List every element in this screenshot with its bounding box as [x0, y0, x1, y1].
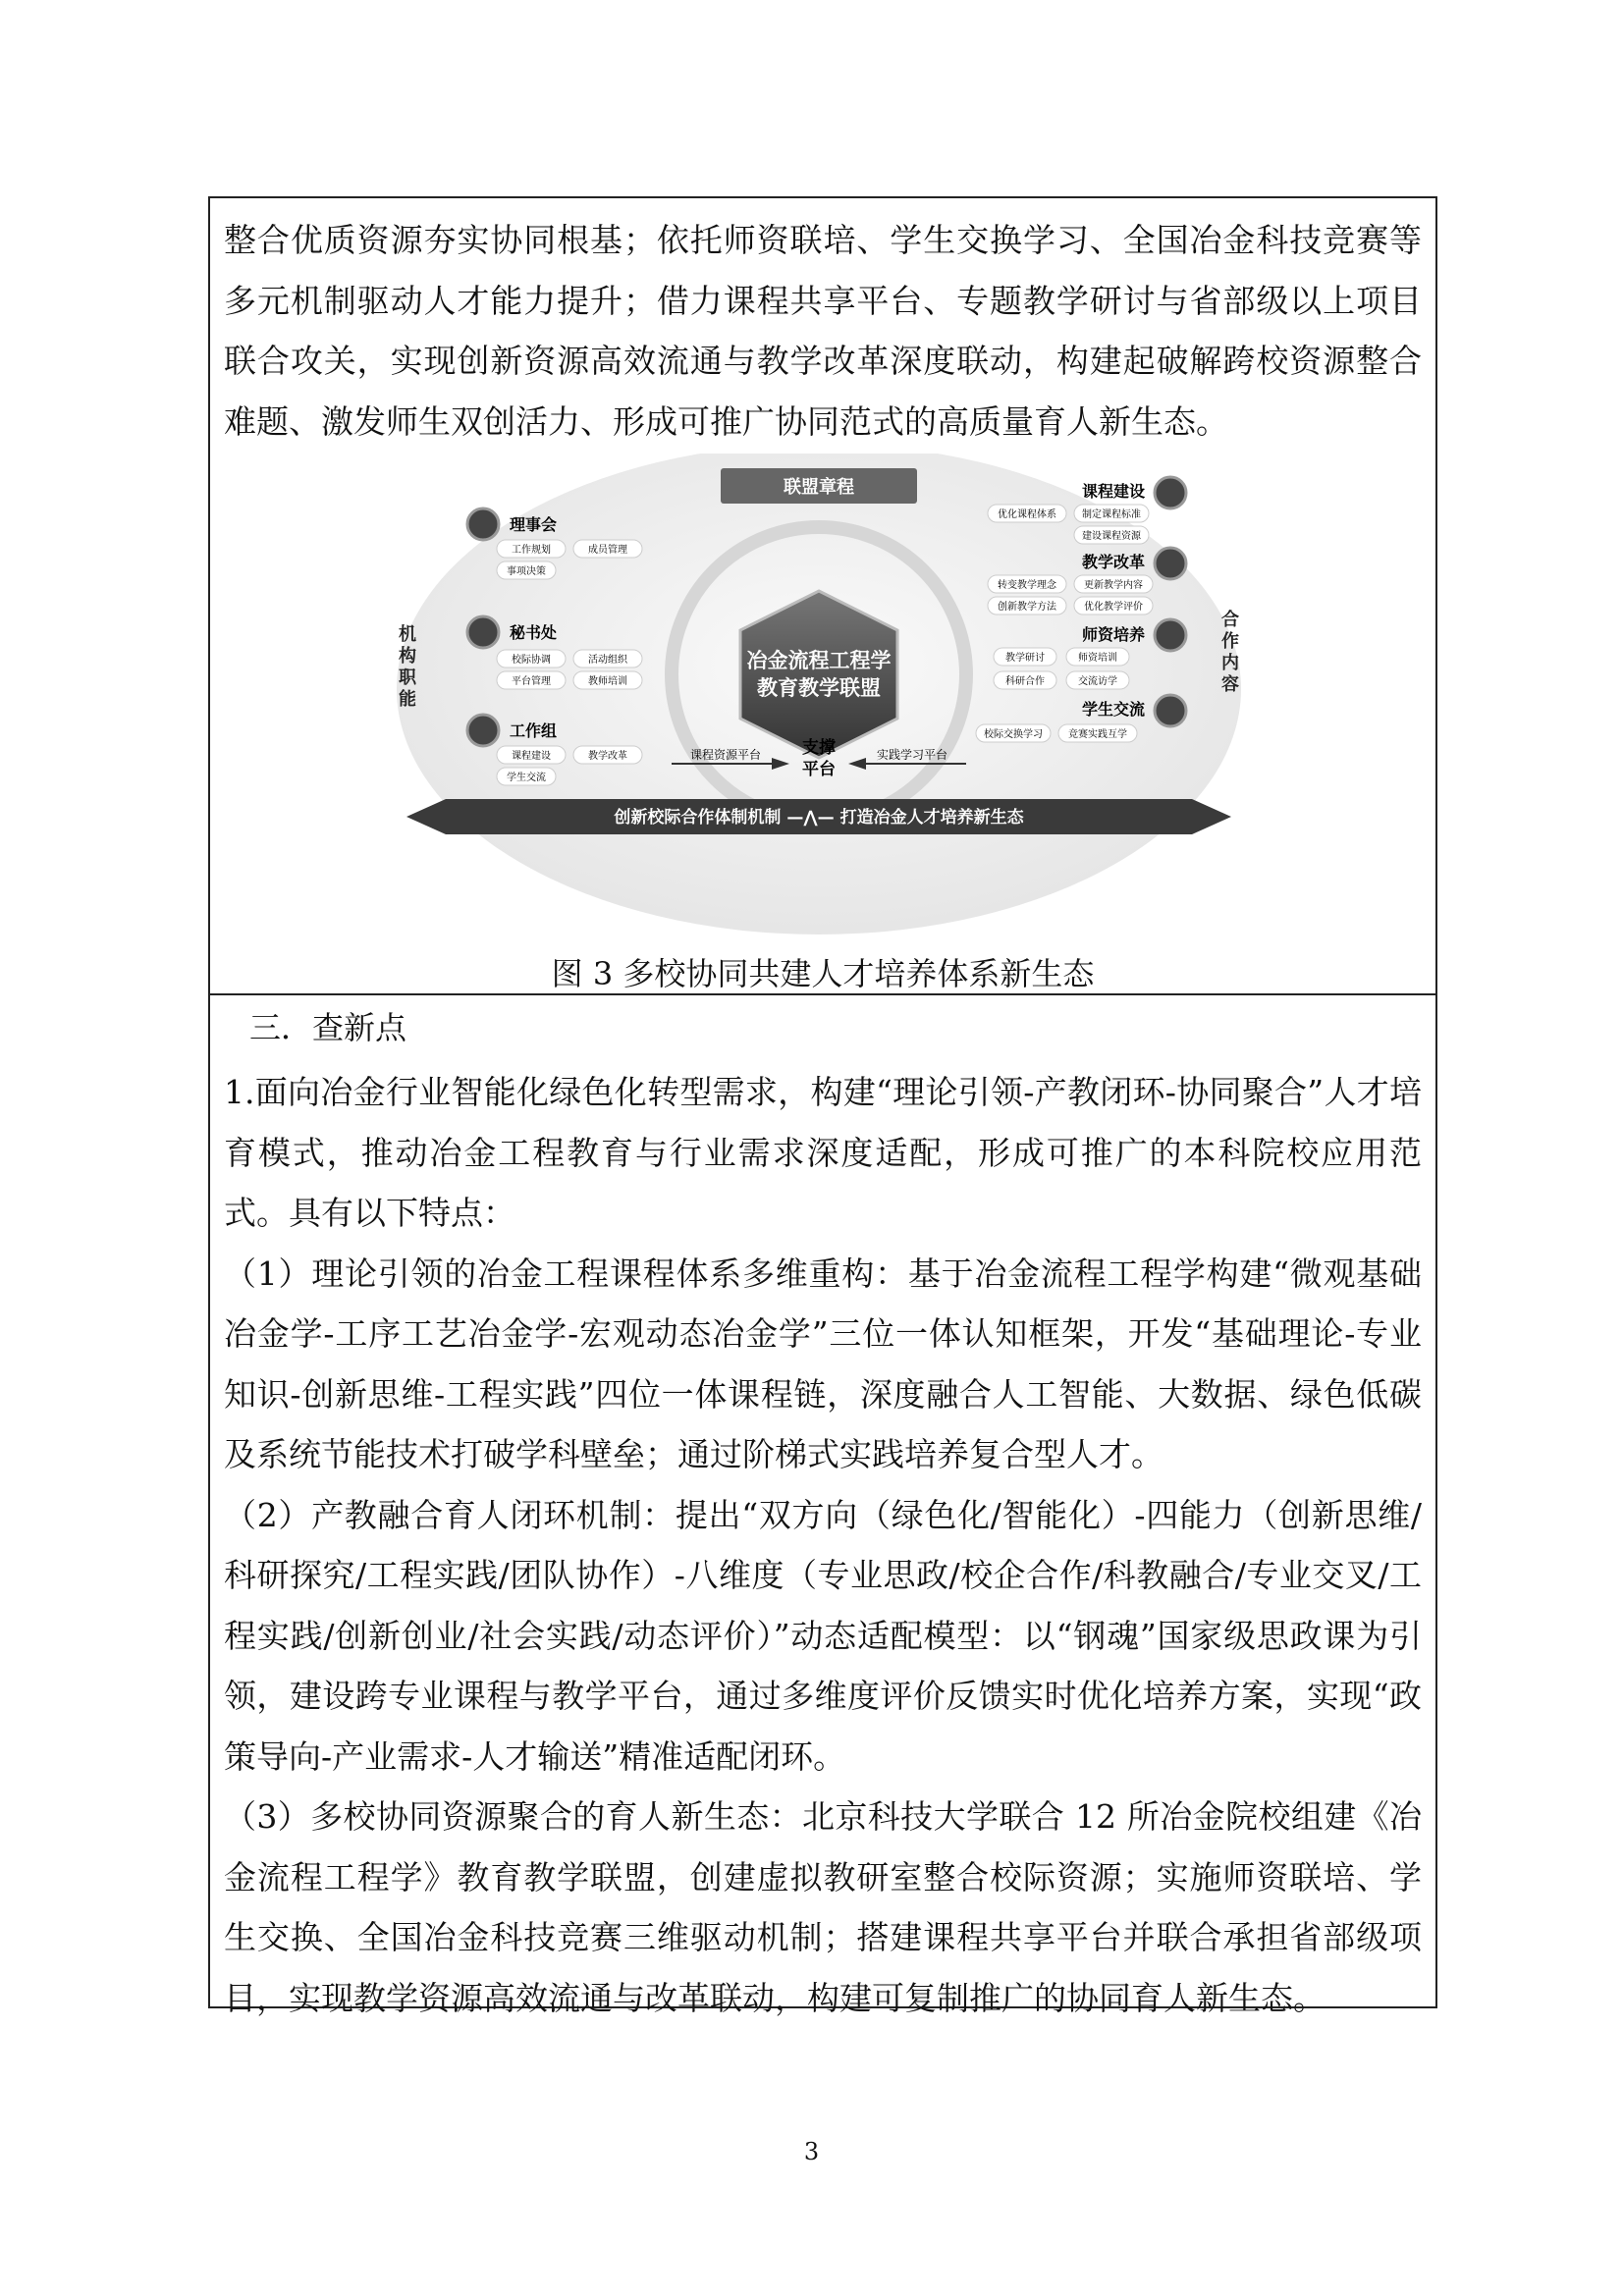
banner-arrow	[406, 799, 1231, 834]
svg-text:工作规划: 工作规划	[512, 545, 551, 556]
svg-text:秘书处: 秘书处	[510, 623, 558, 642]
svg-text:教学改革: 教学改革	[588, 751, 627, 762]
charter-label: 联盟章程	[784, 477, 854, 498]
svg-text:创新教学方法: 创新教学方法	[998, 602, 1056, 613]
center-title-1: 冶金流程工程学	[746, 649, 892, 672]
svg-text:优化课程体系: 优化课程体系	[998, 509, 1056, 520]
secretariat-icon	[467, 616, 499, 648]
page-number: 3	[803, 2138, 820, 2165]
svg-text:合: 合	[1221, 610, 1239, 630]
svg-text:教师培训: 教师培训	[588, 676, 627, 687]
svg-text:活动组织: 活动组织	[588, 655, 627, 666]
section-heading: 三．查新点	[249, 1009, 407, 1046]
paragraph-point-3: （3）多校协同资源聚合的育人新生态：北京科技大学联合 12 所冶金院校组建《冶金流程工程学》教育教学联盟，创建虚拟教研室整合校际资源；实施师资联培、学生交换、全国冶金科技竞赛三维驱动机制；搭建课程共享平台并联合承担省部级项目，实现教学资源高效流通与改革联动，构建可复制推广的协同育人新生态。	[224, 1797, 1422, 2017]
svg-text:创新校际合作体制机制 —⋀— 打造冶金人才培养新生态: 创新校际合作体制机制 —⋀— 打造冶金人才培养新生态	[614, 808, 1024, 828]
center-title-2: 教育教学联盟	[757, 676, 881, 700]
student-exchange-icon	[1155, 695, 1186, 726]
svg-text:支撑: 支撑	[802, 738, 836, 758]
svg-text:科研合作: 科研合作	[1005, 676, 1045, 687]
svg-text:优化教学评价: 优化教学评价	[1084, 602, 1143, 613]
svg-text:更新教学内容: 更新教学内容	[1084, 580, 1143, 591]
svg-text:教学研讨: 教学研讨	[1005, 653, 1045, 664]
svg-text:课程建设: 课程建设	[1081, 482, 1145, 501]
svg-text:平台: 平台	[802, 760, 836, 779]
svg-text:能: 能	[399, 689, 416, 710]
svg-text:校际协调: 校际协调	[512, 655, 551, 666]
svg-text:作: 作	[1221, 631, 1239, 652]
svg-text:职: 职	[399, 667, 416, 688]
svg-text:容: 容	[1221, 674, 1239, 695]
alliance-diagram	[387, 454, 1251, 944]
svg-text:工作组: 工作组	[510, 721, 558, 740]
svg-text:构: 构	[399, 646, 416, 667]
svg-text:校际交换学习: 校际交换学习	[984, 729, 1043, 740]
svg-text:师资培训: 师资培训	[1078, 653, 1117, 664]
svg-text:成员管理: 成员管理	[588, 545, 627, 556]
table-divider	[210, 993, 1435, 995]
svg-text:建设课程资源: 建设课程资源	[1082, 531, 1141, 542]
svg-text:实践学习平台: 实践学习平台	[876, 748, 948, 762]
council-icon	[467, 508, 499, 540]
svg-text:竞赛实践互学: 竞赛实践互学	[1068, 729, 1127, 740]
paragraph-point-2: （2）产教融合育人闭环机制：提出“双方向（绿色化/智能化）-四能力（创新思维/科研探究/工程实践/团队协作）-八维度（专业思政/校企合作/科教融合/专业交叉/工程实践/创新创业/社会实践/动态评价）”动态适配模型：以“钢魂”国家级思政课为引领，建设跨专业课程与教学平台，通过多维度评价反馈实时优化培养方案，实现“政策导向-产业需求-人才输送”精准适配闭环。	[224, 1495, 1423, 1776]
figure-caption: 图 3 多校协同共建人才培养体系新生态	[551, 955, 1095, 992]
svg-text:事项决策: 事项决策	[507, 566, 546, 577]
intro-paragraph: 整合优质资源夯实协同根基；依托师资联培、学生交换学习、全国冶金科技竞赛等多元机制驱动人才能力提升；借力课程共享平台、专题教学研讨与省部级以上项目联合攻关，实现创新资源高效流通与教学改革深度联动，构建起破解跨校资源整合难题、激发师生双创活力、形成可推广协同范式的高质量育人新生态。	[224, 221, 1422, 441]
svg-text:学生交流: 学生交流	[507, 773, 546, 783]
faculty-icon	[1155, 619, 1186, 651]
svg-text:教学改革: 教学改革	[1081, 553, 1145, 571]
svg-text:理事会: 理事会	[510, 515, 558, 534]
svg-text:学生交流: 学生交流	[1081, 700, 1145, 719]
innovation-points	[224, 1062, 1422, 2028]
svg-text:机: 机	[399, 624, 416, 645]
svg-text:平台管理: 平台管理	[512, 676, 551, 687]
paragraph-point-1: （1）理论引领的冶金工程课程体系多维重构：基于冶金流程工程学构建“微观基础冶金学-工序工艺冶金学-宏观动态冶金学”三位一体认知框架，开发“基础理论-专业知识-创新思维-工程实践”四位一体课程链，深度融合人工智能、大数据、绿色低碳及系统节能技术打破学科壁垒；通过阶梯式实践培养复合型人才。	[224, 1254, 1422, 1473]
content-frame	[208, 196, 1437, 2017]
svg-text:内: 内	[1221, 653, 1239, 673]
paragraph-main: 1.面向冶金行业智能化绿色化转型需求，构建“理论引领-产教闭环-协同聚合”人才培育模式，推动冶金工程教育与行业需求深度适配，形成可推广的本科院校应用范式。具有以下特点：	[224, 1073, 1422, 1232]
workgroup-icon	[467, 715, 499, 746]
teaching-reform-icon	[1155, 548, 1186, 579]
svg-text:课程资源平台: 课程资源平台	[689, 748, 762, 762]
svg-text:课程建设: 课程建设	[512, 751, 551, 762]
svg-text:交流访学: 交流访学	[1078, 676, 1117, 687]
curriculum-icon	[1155, 477, 1186, 508]
svg-text:制定课程标准: 制定课程标准	[1082, 509, 1141, 520]
svg-text:转变教学理念: 转变教学理念	[998, 580, 1056, 591]
svg-text:师资培养: 师资培养	[1081, 625, 1145, 644]
